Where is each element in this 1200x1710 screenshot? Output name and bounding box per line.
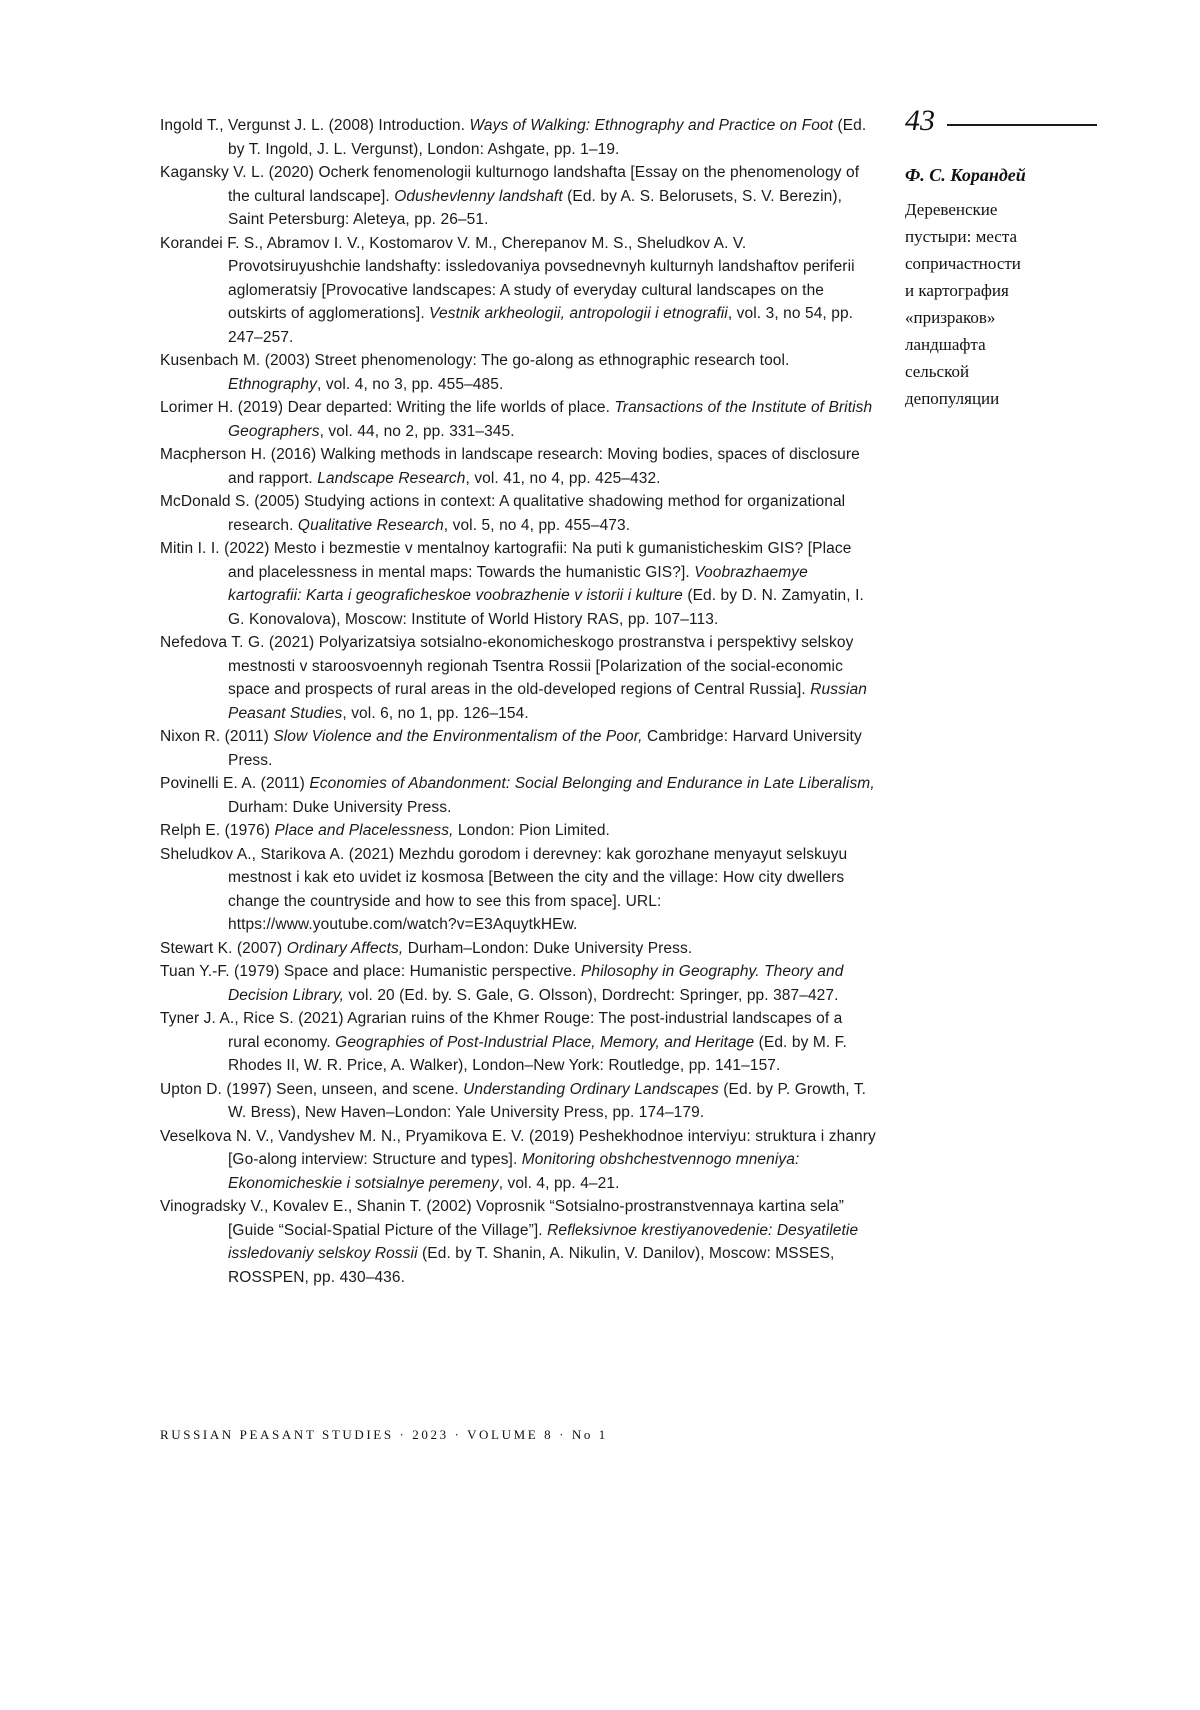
reference-text: Ingold T., Vergunst J. L. (2008) Introduction. [160,117,470,134]
reference-text: , vol. 6, no 1, pp. 126–154. [342,704,529,722]
reference-entry [160,396,876,443]
reference-text: , vol. 44, no 2, pp. 331–345. [319,422,515,440]
reference-entry [160,1195,876,1289]
reference-text: Upton D. (1997) Seen, unseen, and scene. [160,1080,464,1098]
reference-entry [160,161,876,232]
reference-entry [160,490,876,537]
reference-text: Sheludkov A., Starikova A. (2021) Mezhdu gorodom i derevney: kak gorozhane menyayut selskuyu mestnost i kak eto uvidet iz kosmosa [Between the city and the village: How city dwellers change the countryside and how to see this from space]. URL: https://www.youtube.com/watch?v=E3AquytkHEw. [160,845,848,933]
reference-work-title: Ethnography [228,375,317,393]
reference-work-title: Landscape Research [317,469,466,487]
reference-entry [160,349,876,396]
reference-text: (Ed. by T. Shanin, A. Nikulin, V. Danilov), Moscow: MSSES, ROSSPEN, pp. 430–436. [228,1245,835,1286]
reference-text: Mitin I. I. (2022) Mesto i bezmestie v mentalnoy kartografii: Na puti k gumanisticheskim GIS? [Place and placelessness in mental maps: Towards the humanistic GIS?]. [160,540,852,581]
reference-entry [160,631,876,725]
margin-column [905,104,1097,412]
reference-work-title: Ordinary Affects, [286,939,404,957]
reference-work-title: Odushevlenny landshaft [394,187,563,205]
reference-work-title: Russian Peasant Studies [228,681,867,722]
reference-work-title: Qualitative Research [297,516,444,534]
reference-entry [160,960,876,1007]
reference-text: (Ed. by A. S. Belorusets, S. V. Berezin), Saint Petersburg: Aleteya, pp. 26–51. [228,187,843,228]
reference-text: , vol. 4, pp. 4–21. [498,1174,620,1192]
reference-text: (Ed. by D. N. Zamyatin, I. G. Konovalova), Moscow: Institute of World History RAS, pp. 107–113. [228,587,864,628]
reference-entry [160,1007,876,1078]
reference-text: Durham–London: Duke University Press. [403,939,693,957]
reference-work-title: Understanding Ordinary Landscapes [463,1080,719,1098]
reference-text: Cambridge: Harvard University Press. [228,728,862,769]
reference-entry [160,1078,876,1125]
reference-entry [160,114,876,161]
reference-text: Tuan Y.-F. (1979) Space and place: Humanistic perspective. [160,963,581,980]
page-number-rule [947,124,1097,126]
reference-entry [160,843,876,937]
reference-work-title: Place and Placelessness, [274,822,454,839]
reference-work-title: Refleksivnoe krestiyanovedenie: Desyatiletie issledovaniy selskoy Rossii [228,1221,859,1262]
journal-footer: RUSSIAN PEASANT STUDIES · 2023 · VOLUME 8 · No 1 [160,1427,608,1442]
reference-text: Tyner J. A., Rice S. (2021) Agrarian ruins of the Khmer Rouge: The post-industrial landscapes of a rural economy. [160,1010,843,1051]
reference-entry [160,819,876,843]
reference-entry [160,725,876,772]
reference-work-title: Geographies of Post-Industrial Place, Memory, and Heritage [335,1033,755,1051]
reference-work-title: Economies of Abandonment: Social Belonging and Endurance in Late Liberalism, [309,775,875,792]
reference-text: Durham: Duke University Press. [228,798,452,816]
reference-text: vol. 20 (Ed. by. S. Gale, G. Olsson), Dordrecht: Springer, pp. 387–427. [343,986,839,1004]
reference-text: Vinogradsky V., Kovalev E., Shanin T. (2002) Voprosnik “Sotsialno-prostranstvennaya kartina sela” [Guide “Social-Spatial Picture of the Village”]. [160,1198,845,1239]
reference-entry [160,537,876,631]
reference-text: , vol. 4, no 3, pp. 455–485. [317,375,504,393]
reference-text: London: Pion Limited. [453,822,610,839]
reference-entry [160,1125,876,1196]
reference-work-title: Transactions of the Institute of British Geographers [228,399,873,440]
reference-text: Relph E. (1976) [160,822,275,839]
page-number-header [905,104,1097,137]
reference-text: (Ed. by P. Growth, T. W. Bress), New Haven–London: Yale University Press, pp. 174–179. [228,1080,867,1121]
reference-entry [160,937,876,961]
margin-author-name: Ф. С. Корандей [905,165,1026,185]
reference-text: , vol. 41, no 4, pp. 425–432. [465,469,661,487]
reference-work-title: Slow Violence and the Environmentalism of the Poor, [273,728,643,745]
reference-text: Kagansky V. L. (2020) Ocherk fenomenologii kulturnogo landshafta [Essay on the phenomenology of the cultural landscape]. [160,164,860,205]
reference-text: Kusenbach M. (2003) Street phenomenology: The go-along as ethnographic research tool. [160,352,790,369]
reference-text: Nefedova T. G. (2021) Polyarizatsiya sotsialno-ekonomicheskogo prostranstva i perspektivy selskoy mestnosti v staroosvoennyh regionah Tsentra Rossii [Polarization of the social-economic space and prospects of rural areas in the old-developed regions of Central Russia]. [160,634,854,698]
reference-entry [160,443,876,490]
reference-text: , vol. 5, no 4, pp. 455–473. [443,516,631,534]
reference-text: Macpherson H. (2016) Walking methods in landscape research: Moving bodies, spaces of disclosure and rapport. [160,446,860,487]
reference-text: McDonald S. (2005) Studying actions in context: A qualitative shadowing method for organizational research. [160,493,846,534]
reference-work-title: Ways of Walking: Ethnography and Practice on Foot [469,117,834,134]
reference-text: (Ed. by T. Ingold, J. L. Vergunst), London: Ashgate, pp. 1–19. [228,117,867,158]
page-number: 43 [905,104,935,137]
references-list [160,114,876,1289]
reference-text: Stewart K. (2007) [160,939,287,957]
reference-entry [160,232,876,350]
reference-text: Veselkova N. V., Vandyshev M. N., Pryamikova E. V. (2019) Peshekhodnoe interviyu: struktura i zhanry [Go-along interview: Structure and types]. [160,1127,876,1168]
reference-text: , vol. 3, no 54, pp. 247–257. [228,305,854,346]
reference-entry [160,772,876,819]
reference-text: Lorimer H. (2019) Dear departed: Writing the life worlds of place. [160,399,615,416]
reference-text: (Ed. by M. F. Rhodes II, W. R. Price, A. Walker), London–New York: Routledge, pp. 141–157. [228,1033,847,1074]
reference-work-title: Vestnik arkheologii, antropologii i etnografii [429,305,728,322]
reference-text: Povinelli E. A. (2011) [160,775,310,792]
margin-article-title: Деревенские пустыри: места сопричастности и картография «призраков» ландшафта сельской депопуляции [905,200,1021,408]
reference-work-title: Monitoring obshchestvennogo mneniya: Ekonomicheskie i sotsialnye peremeny [228,1151,800,1192]
reference-text: Nixon R. (2011) [160,728,274,745]
reference-work-title: Voobrazhaemye kartografii: Karta i geograficheskoe voobrazhenie v istorii i kulture [228,563,808,604]
reference-text: Korandei F. S., Abramov I. V., Kostomarov V. M., Cherepanov M. S., Sheludkov A. V. Provotsiruyushchie landshafty: issledovaniya povsednevnyh kulturnyh landshaftov periferii aglomeratsiy [Provocative landscapes: A study of everyday cultural landscapes on the outskirts of agglomerations]. [160,234,855,322]
reference-work-title: Philosophy in Geography. Theory and Decision Library, [228,963,844,1004]
